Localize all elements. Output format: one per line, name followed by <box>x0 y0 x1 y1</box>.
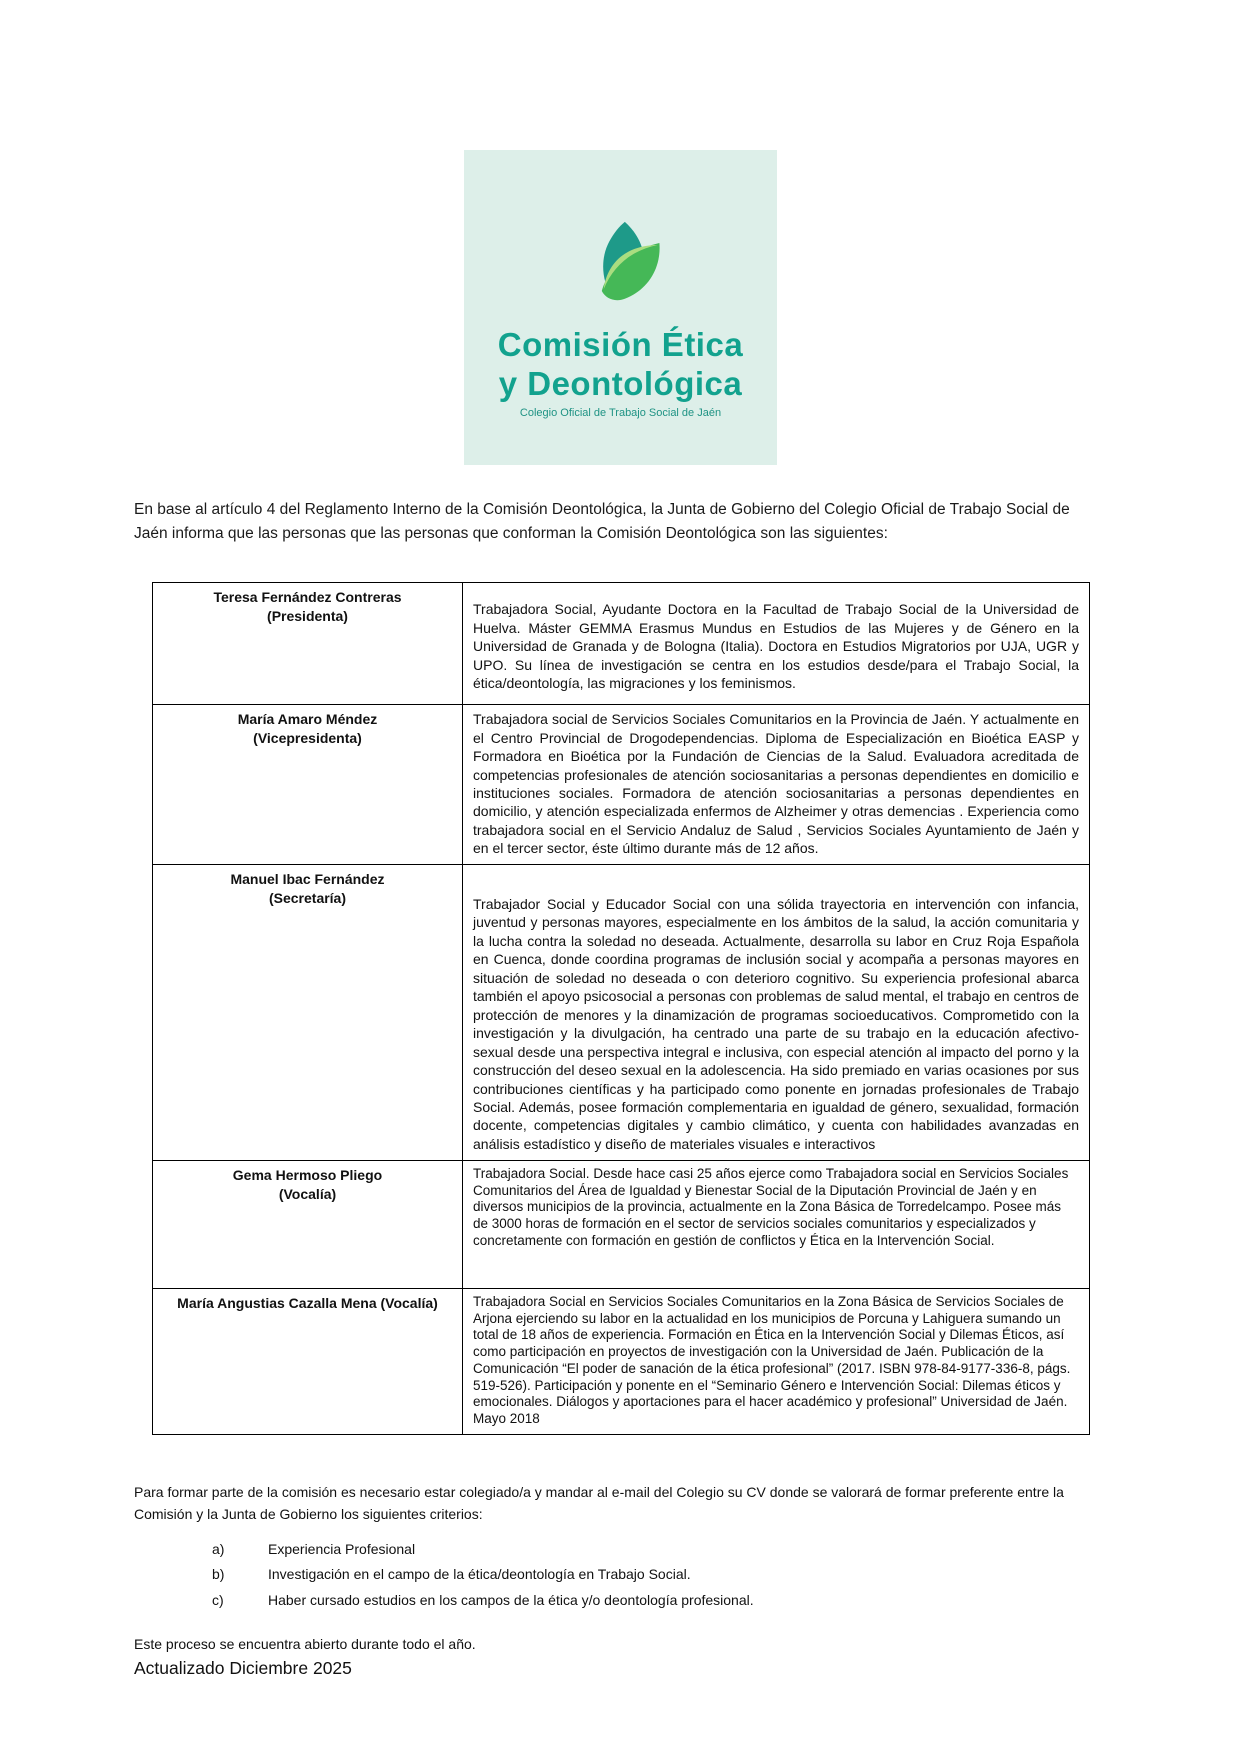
table-row <box>153 705 1090 865</box>
table-row <box>153 1288 1090 1434</box>
table-row <box>153 864 1090 1160</box>
criteria-item <box>0 1540 1241 1559</box>
criteria-text: Haber cursado estudios en los campos de la ética y/o deontología profesional. <box>268 1592 754 1609</box>
table-row <box>153 1160 1090 1288</box>
logo-tagline: Colegio Oficial de Trabajo Social de Jaén <box>519 407 722 420</box>
logo-title-line2: y Deontológica <box>498 364 743 402</box>
member-name: María Amaro Méndez <box>237 711 378 728</box>
member-name: Gema Hermoso Pliego <box>232 1166 383 1183</box>
criteria-marker: c) <box>212 1592 224 1609</box>
updated-date: Actualizado Diciembre 2025 <box>134 1658 352 1679</box>
member-name-cell <box>153 1160 463 1288</box>
membership-paragraph: Para formar parte de la comisión es necesario estar colegiado/a y mandar al e-mail del Colegio su CV donde se valorará de formar preferente entre la Comisión y la Junta de Gobierno los siguientes criterios: <box>134 1483 1064 1523</box>
member-name: Teresa Fernández Contreras <box>213 589 402 606</box>
member-description: Trabajadora social de Servicios Sociales Comunitarios en la Provincia de Jaén. Y actualmente en el Centro Provincial de Drogodependencias. Diploma de Especialización en Bioética EASP y Formadora en Bioética por la Fundación de Ciencias de la Salud. Evaluadora acreditada de competencias profesionales de atención sociosanitarias a personas dependientes en domicilio e instituciones sociales. Formadora de atención sociosanitarias a personas dependientes en domicilio, y atención especializada enfermos de Alzheimer y otras demencias . Experiencia como trabajadora social en el Servicio Andaluz de Salud , Servicios Sociales Ayuntamiento de Jaén y en el tercer sector, éste último durante más de 12 años. <box>463 705 1090 865</box>
process-note: Este proceso se encuentra abierto durante todo el año. <box>134 1636 476 1653</box>
members-table <box>152 582 1090 1435</box>
table-row <box>153 583 1090 705</box>
member-name-cell <box>153 1288 463 1434</box>
member-description: Trabajadora Social en Servicios Sociales Comunitarios en la Zona Básica de Servicios Sociales de Arjona ejerciendo su labor en la actualidad en los municipios de Porcuna y Lahiguera sumando un total de 18 años de experiencia. Formación en Ética en la Intervención Social y Dilemas Éticos, así como participación en proyectos de investigación con la Universidad de Jaén. Publicación de la Comunicación “El poder de sanación de la ética profesional” (2017. ISBN 978-84-9177-336-8, págs. 519-526). Participación y ponente en el “Seminario Género e Intervención Social: Dilemas éticos y emocionales. Diálogos y aportaciones para el hacer académico y profesional” Universidad de Jaén. Mayo 2018 <box>463 1288 1090 1434</box>
criteria-marker: b) <box>212 1566 225 1583</box>
member-name-cell <box>153 583 463 705</box>
member-name-cell <box>153 705 463 865</box>
member-role: (Secretaría) <box>268 889 347 906</box>
criteria-marker: a) <box>212 1540 225 1557</box>
logo-title-line1: Comisión Ética <box>497 325 744 363</box>
criteria-list <box>0 1540 1241 1611</box>
criteria-item <box>0 1591 1241 1610</box>
member-description: Trabajador Social y Educador Social con una sólida trayectoria en intervención con infancia, juventud y personas mayores, especialmente en los ámbitos de la salud, la acción comunitaria y la lucha contra la soledad no deseada. Actualmente, desarrolla su labor en Cruz Roja Española en Cuenca, donde coordina programas de inclusión social y acompaña a personas mayores en situación de soledad no deseada o con deterioro cognitivo. Su experiencia profesional abarca también el apoyo psicosocial a personas con problemas de salud mental, el trabajo en centros de protección de menores y la dinamización de programas socioeducativos. Comprometido con la investigación y la divulgación, ha centrado una parte de su trabajo en la educación afectivo-sexual desde una perspectiva integral e inclusiva, con especial atención al impacto del porno y la construcción del deseo sexual en la adolescencia. Ha sido premiado en varias ocasiones por sus contribuciones científicas y ha participado como ponente en jornadas profesionales de Trabajo Social. Además, posee formación complementaria en igualdad de género, sexualidad, formación docente, competencias digitales y cambio climático, y cuenta con habilidades avanzadas en análisis estadístico y diseño de materiales visuales e interactivos <box>463 864 1090 1160</box>
intro-paragraph: En base al artículo 4 del Reglamento Interno de la Comisión Deontológica, la Junta de Gobierno del Colegio Oficial de Trabajo Social de Jaén informa que las personas que las personas que conforman la Comisión Deontológica son las siguientes: <box>134 501 1070 542</box>
member-name: Manuel Ibac Fernández <box>230 870 385 887</box>
criteria-text: Investigación en el campo de la ética/deontología en Trabajo Social. <box>268 1566 691 1583</box>
member-description: Trabajadora Social. Desde hace casi 25 años ejerce como Trabajadora social en Servicios Sociales Comunitarios del Área de Igualdad y Bienestar Social de la Diputación Provincial de Jaén y en diversos municipios de la provincia, actualmente en la Zona Básica de Torredelcampo. Posee más de 3000 horas de formación en el sector de servicios sociales comunitarios y especializados y concretamente con formación en gestión de conflictos y Ética en la Intervención Social. <box>463 1160 1090 1288</box>
member-name-cell <box>153 864 463 1160</box>
member-role: (Vocalía) <box>278 1185 337 1202</box>
member-role: (Vicepresidenta) <box>253 729 362 746</box>
logo-panel <box>464 150 777 465</box>
criteria-text: Experiencia Profesional <box>268 1540 416 1557</box>
logo-title <box>498 326 743 404</box>
criteria-item <box>0 1565 1241 1584</box>
member-role: (Presidenta) <box>267 607 348 624</box>
member-description: Trabajadora Social, Ayudante Doctora en la Facultad de Trabajo Social de la Universidad de Huelva. Máster GEMMA Erasmus Mundus en Estudios de las Mujeres y de Género en la Universidad de Granada y de Bologna (Italia). Doctora en Estudios Migratorios por UJA, UGR y UPO. Su línea de investigación se centra en los estudios desde/para el Trabajo Social, la ética/deontología, las migraciones y los feminismos. <box>463 583 1090 705</box>
leaf-icon <box>573 218 669 318</box>
member-name: María Angustias Cazalla Mena (Vocalía) <box>177 1294 438 1311</box>
